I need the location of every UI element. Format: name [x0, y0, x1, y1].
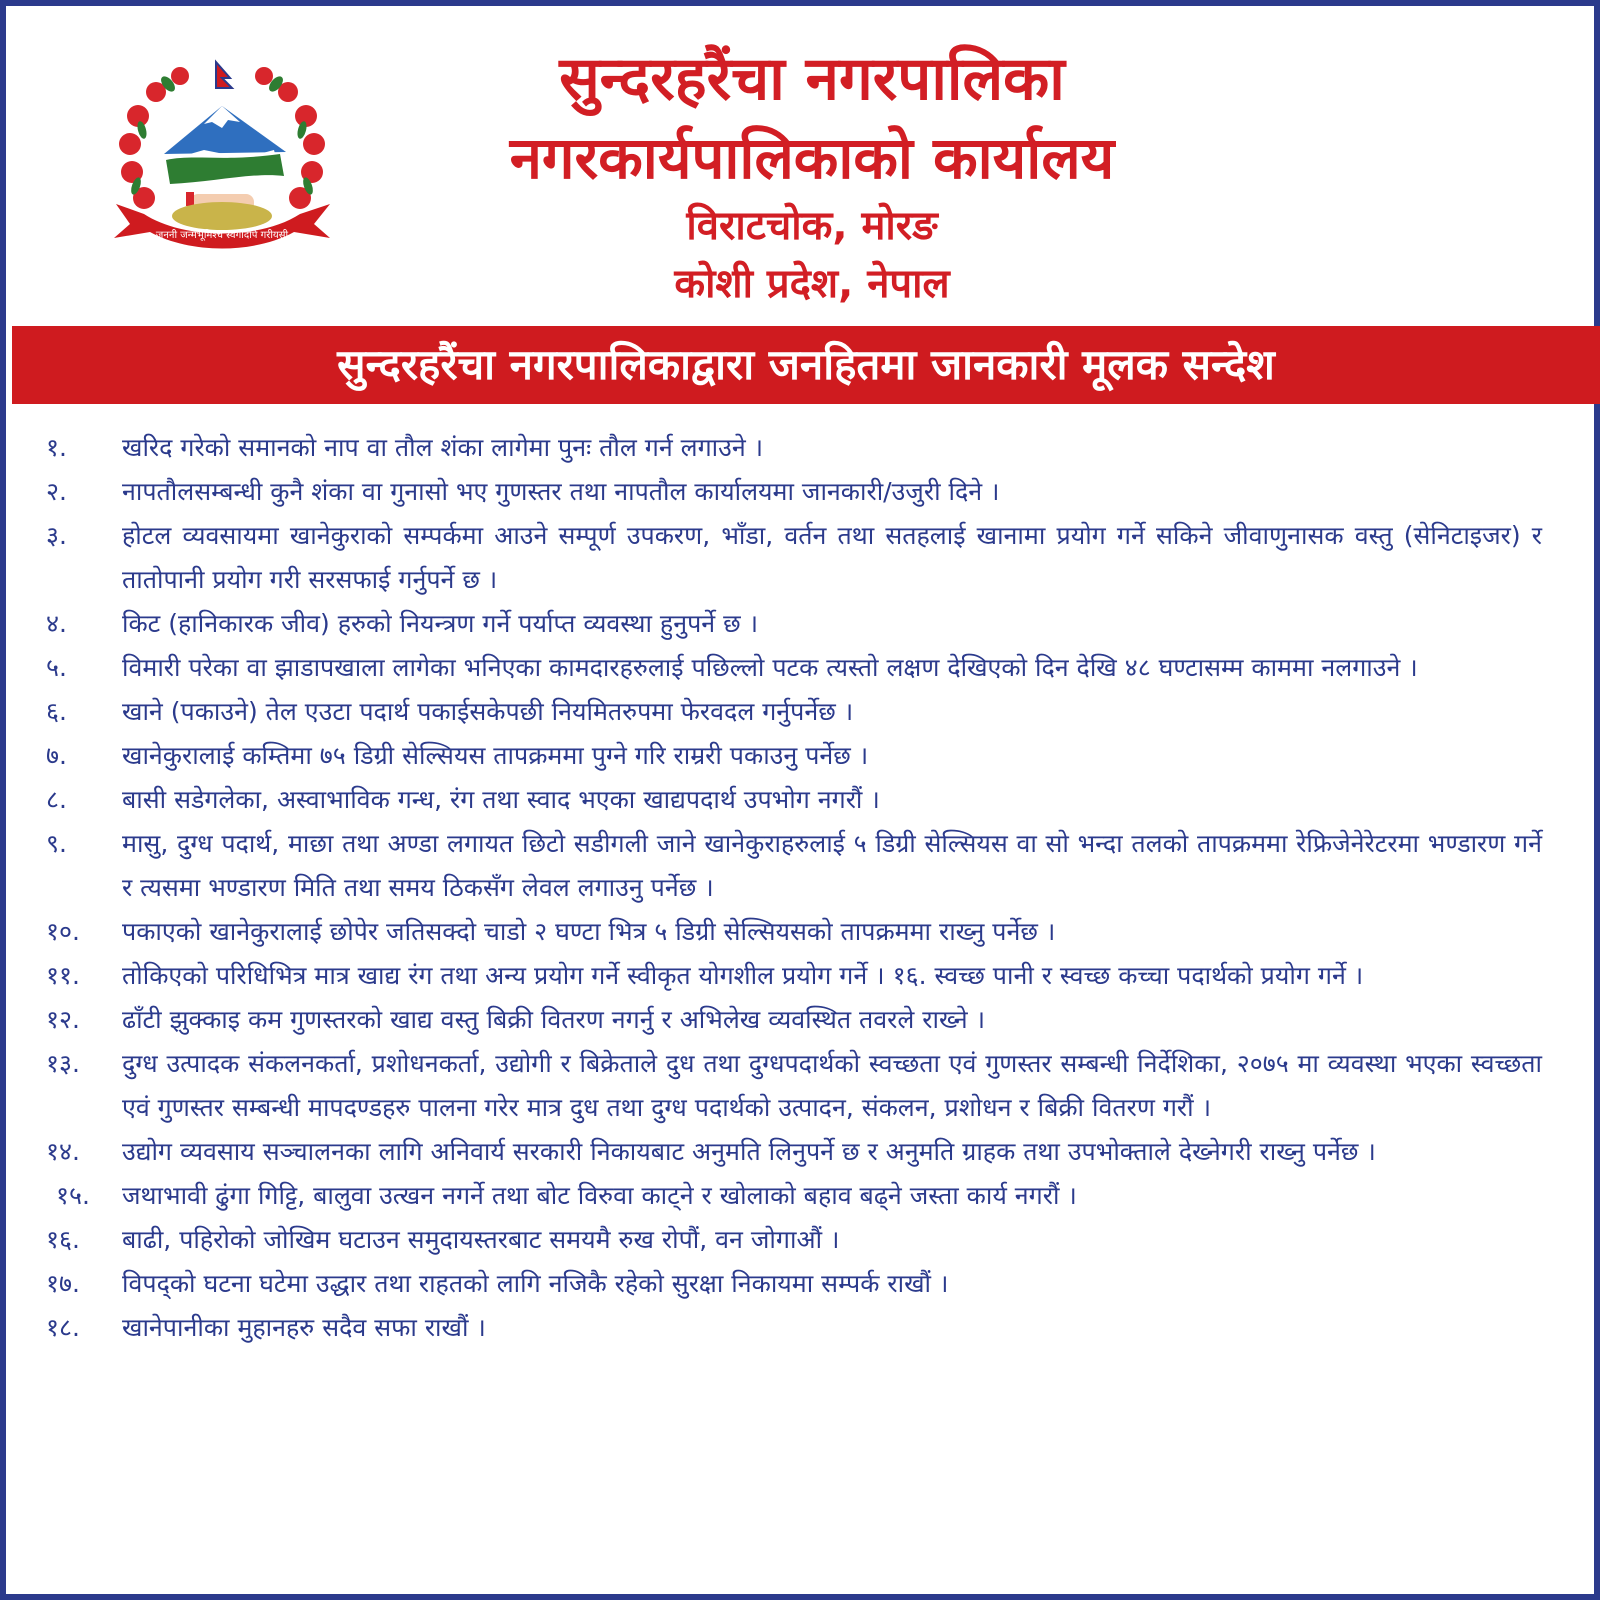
- item-text: विमारी परेका वा झाडापखाला लागेका भनिएका कामदारहरुलाई पछिल्लो पटक त्यस्तो लक्षण देखिएको दिन देखि ४८ घण्टासम्म काममा नलगाउने ।: [122, 653, 1418, 682]
- item-number: १८.: [46, 1313, 80, 1342]
- list-item: [12, 690, 1600, 734]
- item-text: खरिद गरेको समानको नाप वा तौल शंका लागेमा पुनः तौल गर्न लगाउने ।: [122, 433, 764, 462]
- office-address: विराटचोक, मोरङ: [686, 203, 938, 249]
- item-number: ११.: [46, 961, 80, 990]
- header: [12, 12, 1600, 324]
- item-text: खाने (पकाउने) तेल एउटा पदार्थ पकाईसकेपछी नियमितरुपमा फेरवदल गर्नुपर्नेछ ।: [122, 697, 854, 726]
- item-text: तोकिएको परिधिभित्र मात्र खाद्य रंग तथा अन्य प्रयोग गर्ने स्वीकृत योगशील प्रयोग गर्ने । १६. स्वच्छ पानी र स्वच्छ कच्चा पदार्थको प्रयोग गर्ने ।: [122, 961, 1364, 990]
- banner-title: सुन्दरहरैंचा नगरपालिकाद्वारा जनहितमा जानकारी मूलक सन्देश: [337, 340, 1275, 389]
- item-text: खानेपानीका मुहानहरु सदैव सफा राखौं ।: [122, 1313, 486, 1342]
- list-item: [12, 1218, 1600, 1262]
- municipality-name: सुन्दरहरैंचा नगरपालिका: [559, 44, 1065, 114]
- list-item: [12, 1130, 1600, 1174]
- list-item: [12, 602, 1600, 646]
- item-text: बासी सडेगलेका, अस्वाभाविक गन्ध, रंग तथा स्वाद भएका खाद्यपदार्थ उपभोग नगरौं ।: [122, 785, 880, 814]
- list-item: [12, 910, 1600, 954]
- notice-list: [12, 426, 1600, 1350]
- nepal-emblem-icon: [104, 54, 344, 264]
- emblem-motto: जननी जन्मभूमिश्च स्वर्गादपि गरीयसी: [155, 230, 289, 241]
- item-text: उद्योग व्यवसाय सञ्चालनका लागि अनिवार्य सरकारी निकायबाट अनुमति लिनुपर्ने छ र अनुमति ग्राहक तथा उपभोक्ताले देख्नेगरी राख्नु पर्नेछ ।: [122, 1137, 1376, 1166]
- item-text: जथाभावी ढुंगा गिट्टि, बालुवा उत्खन नगर्ने तथा बोट विरुवा काट्ने र खोलाको बहाव बढ्ने जस्ता कार्य नगरौं ।: [122, 1181, 1077, 1210]
- list-item: [12, 1042, 1600, 1130]
- item-text: बाढी, पहिरोको जोखिम घटाउन समुदायस्तरबाट समयमै रुख रोपौं, वन जोगाऔं ।: [122, 1225, 840, 1254]
- item-number: ७.: [46, 741, 67, 770]
- item-number: १३.: [46, 1049, 80, 1078]
- office-name: नगरकार्यपालिकाको कार्यालय: [509, 124, 1115, 192]
- list-item: [12, 734, 1600, 778]
- item-text: विपद्को घटना घटेमा उद्धार तथा राहतको लागि नजिकै रहेको सुरक्षा निकायमा सम्पर्क राखौं ।: [122, 1269, 949, 1298]
- item-number: ९.: [46, 829, 67, 858]
- item-number: १२.: [46, 1005, 80, 1034]
- item-text: मासु, दुग्ध पदार्थ, माछा तथा अण्डा लगायत छिटो सडीगली जाने खानेकुराहरुलाई ५ डिग्री सेल्सियस वा सो भन्दा तलको तापक्रममा रेफ्रिजेनेरेटरमा भण्डारण गर्ने र त्यसमा भण्डारण मिति तथा समय ठिकसँग लेवल लगाउनु पर्नेछ ।: [122, 829, 1542, 902]
- list-item: [12, 998, 1600, 1042]
- item-number: १५.: [56, 1181, 90, 1210]
- list-item: [12, 822, 1600, 910]
- item-text: दुग्ध उत्पादक संकलनकर्ता, प्रशोधनकर्ता, उद्योगी र बिक्रेताले दुध तथा दुग्धपदार्थको स्वच्छता एवं गुणस्तर सम्बन्धी निर्देशिका, २०७५ मा व्यवस्था भएका स्वच्छता एवं गुणस्तर सम्बन्धी मापदण्डहरु पालना गरेर मात्र दुध तथा दुग्ध पदार्थको उत्पादन, संकलन, प्रशोधन र बिक्री वितरण गरौं ।: [122, 1049, 1542, 1122]
- item-text: खानेकुरालाई कम्तिमा ७५ डिग्री सेल्सियस तापक्रममा पुग्ने गरि राम्ररी पकाउनु पर्नेछ ।: [122, 741, 869, 770]
- office-titles: [342, 32, 1282, 314]
- list-item: [12, 1262, 1600, 1306]
- list-item: [12, 1174, 1600, 1218]
- item-number: २.: [46, 477, 67, 506]
- list-item: [12, 470, 1600, 514]
- province-country: कोशी प्रदेश, नेपाल: [674, 261, 950, 307]
- list-item: [12, 954, 1600, 998]
- list-item: [12, 778, 1600, 822]
- item-number: ५.: [46, 653, 67, 682]
- item-text: नापतौलसम्बन्धी कुनै शंका वा गुनासो भए गुणस्तर तथा नापतौल कार्यालयमा जानकारी/उजुरी दिने ।: [122, 477, 1000, 506]
- item-text: किट (हानिकारक जीव) हरुको नियन्त्रण गर्ने पर्याप्त व्यवस्था हुनुपर्ने छ ।: [122, 609, 759, 638]
- item-number: ६.: [46, 697, 67, 726]
- item-number: १६.: [46, 1225, 80, 1254]
- item-number: १.: [46, 433, 67, 462]
- item-number: १०.: [46, 917, 80, 946]
- item-number: ४.: [46, 609, 67, 638]
- notice-banner: [12, 326, 1600, 404]
- item-number: १७.: [46, 1269, 80, 1298]
- list-item: [12, 646, 1600, 690]
- list-item: [12, 426, 1600, 470]
- item-text: होटल व्यवसायमा खानेकुराको सम्पर्कमा आउने सम्पूर्ण उपकरण, भाँडा, वर्तन तथा सतहलाई खानामा प्रयोग गर्ने सकिने जीवाणुनासक वस्तु (सेनिटाइजर) र तातोपानी प्रयोग गरी सरसफाई गर्नुपर्ने छ ।: [122, 521, 1542, 594]
- item-text: ढाँटी झुक्काइ कम गुणस्तरको खाद्य वस्तु बिक्री वितरण नगर्नु र अभिलेख व्यवस्थित तवरले राख्ने ।: [122, 1005, 986, 1034]
- list-item: [12, 1306, 1600, 1350]
- item-number: १४.: [46, 1137, 80, 1166]
- list-item: [12, 514, 1600, 602]
- item-number: ८.: [46, 785, 67, 814]
- item-text: पकाएको खानेकुरालाई छोपेर जतिसक्दो चाडो २ घण्टा भित्र ५ डिग्री सेल्सियसको तापक्रममा राख्नु पर्नेछ ।: [122, 917, 1056, 946]
- item-number: ३.: [46, 521, 67, 550]
